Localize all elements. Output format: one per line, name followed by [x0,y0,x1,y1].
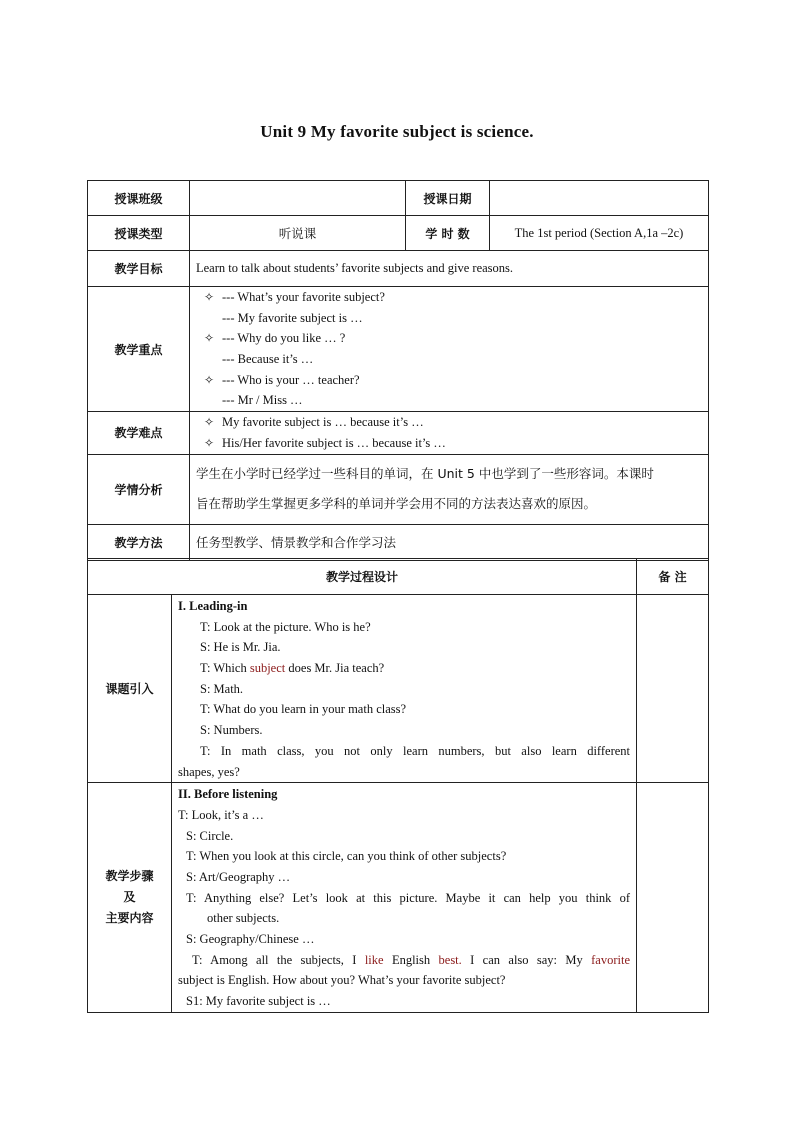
diamond-icon: ✧ [203,435,215,450]
date-value [490,181,709,216]
diamond-icon: ✧ [203,372,215,387]
method-label: 教学方法 [88,524,190,560]
steps-heading: II. Before listening [178,787,278,802]
hours-label: 学 时 数 [406,216,490,251]
process-table [87,558,709,1013]
difficulties-label: 教学难点 [88,412,190,454]
goal-value: Learn to talk about students’ favorite subjects and give reasons. [190,251,709,287]
diamond-icon: ✧ [203,415,215,430]
class-label: 授课班级 [88,181,190,216]
type-value: 听说课 [190,216,406,251]
goal-label: 教学目标 [88,251,190,287]
difficulties: ✧ My favorite subject is … because it’s … ✧ His/Her favorite subject is … because it’s … [190,412,709,454]
remark-header: 备 注 [637,559,709,595]
intro-label: 课题引入 [88,595,172,783]
steps-remark [637,783,709,1013]
steps-content: II. Before listening T: Look, it’s a … S: Circle. T: When you look at this circle, can you think of other subjects? S: Art/Geography … T: Anything else? Let’s look at this picture. Maybe it can help you think of other subjects. S: Geography/Chinese … T: Among all the subjects, I like English best. I can also say: My favorite subject is English. How about you? What’s your favorite subject? S1: My favorite subject is … [172,783,637,1013]
intro-remark [637,595,709,783]
diamond-icon: ✧ [203,290,215,304]
intro-heading: I. Leading-in [178,599,248,613]
diamond-icon: ✧ [203,331,215,346]
page-title: Unit 9 My favorite subject is science. [260,122,534,141]
info-table [87,180,709,561]
method-value: 任务型教学、情景教学和合作学习法 [190,524,709,560]
analysis-label: 学情分析 [88,454,190,524]
key-points: ✧ --- What’s your favorite subject? --- My favorite subject is … ✧ --- Why do you like … ? --- Because it’s … ✧ --- Who is your … teacher? --- Mr / Miss … [190,287,709,412]
steps-label: 教学步骤 及 主要内容 [88,783,172,1013]
analysis: 学生在小学时已经学过一些科目的单词，在 Unit 5 中也学到了一些形容词。本课时 旨在帮助学生掌握更多学科的单词并学会用不同的方法表达喜欢的原因。 [190,454,709,524]
date-label: 授课日期 [406,181,490,216]
key-points-label: 教学重点 [88,287,190,412]
process-header: 教学过程设计 [88,559,637,595]
class-value [190,181,406,216]
intro-content: I. Leading-in T: Look at the picture. Who is he? S: He is Mr. Jia. T: Which subject does Mr. Jia teach? S: Math. T: What do you learn in your math class? S: Numbers. T: In math class, you not only learn numbers, but also learn different shapes, yes? [172,595,637,783]
type-label: 授课类型 [88,216,190,251]
hours-value: The 1st period (Section A,1a –2c) [490,216,709,251]
